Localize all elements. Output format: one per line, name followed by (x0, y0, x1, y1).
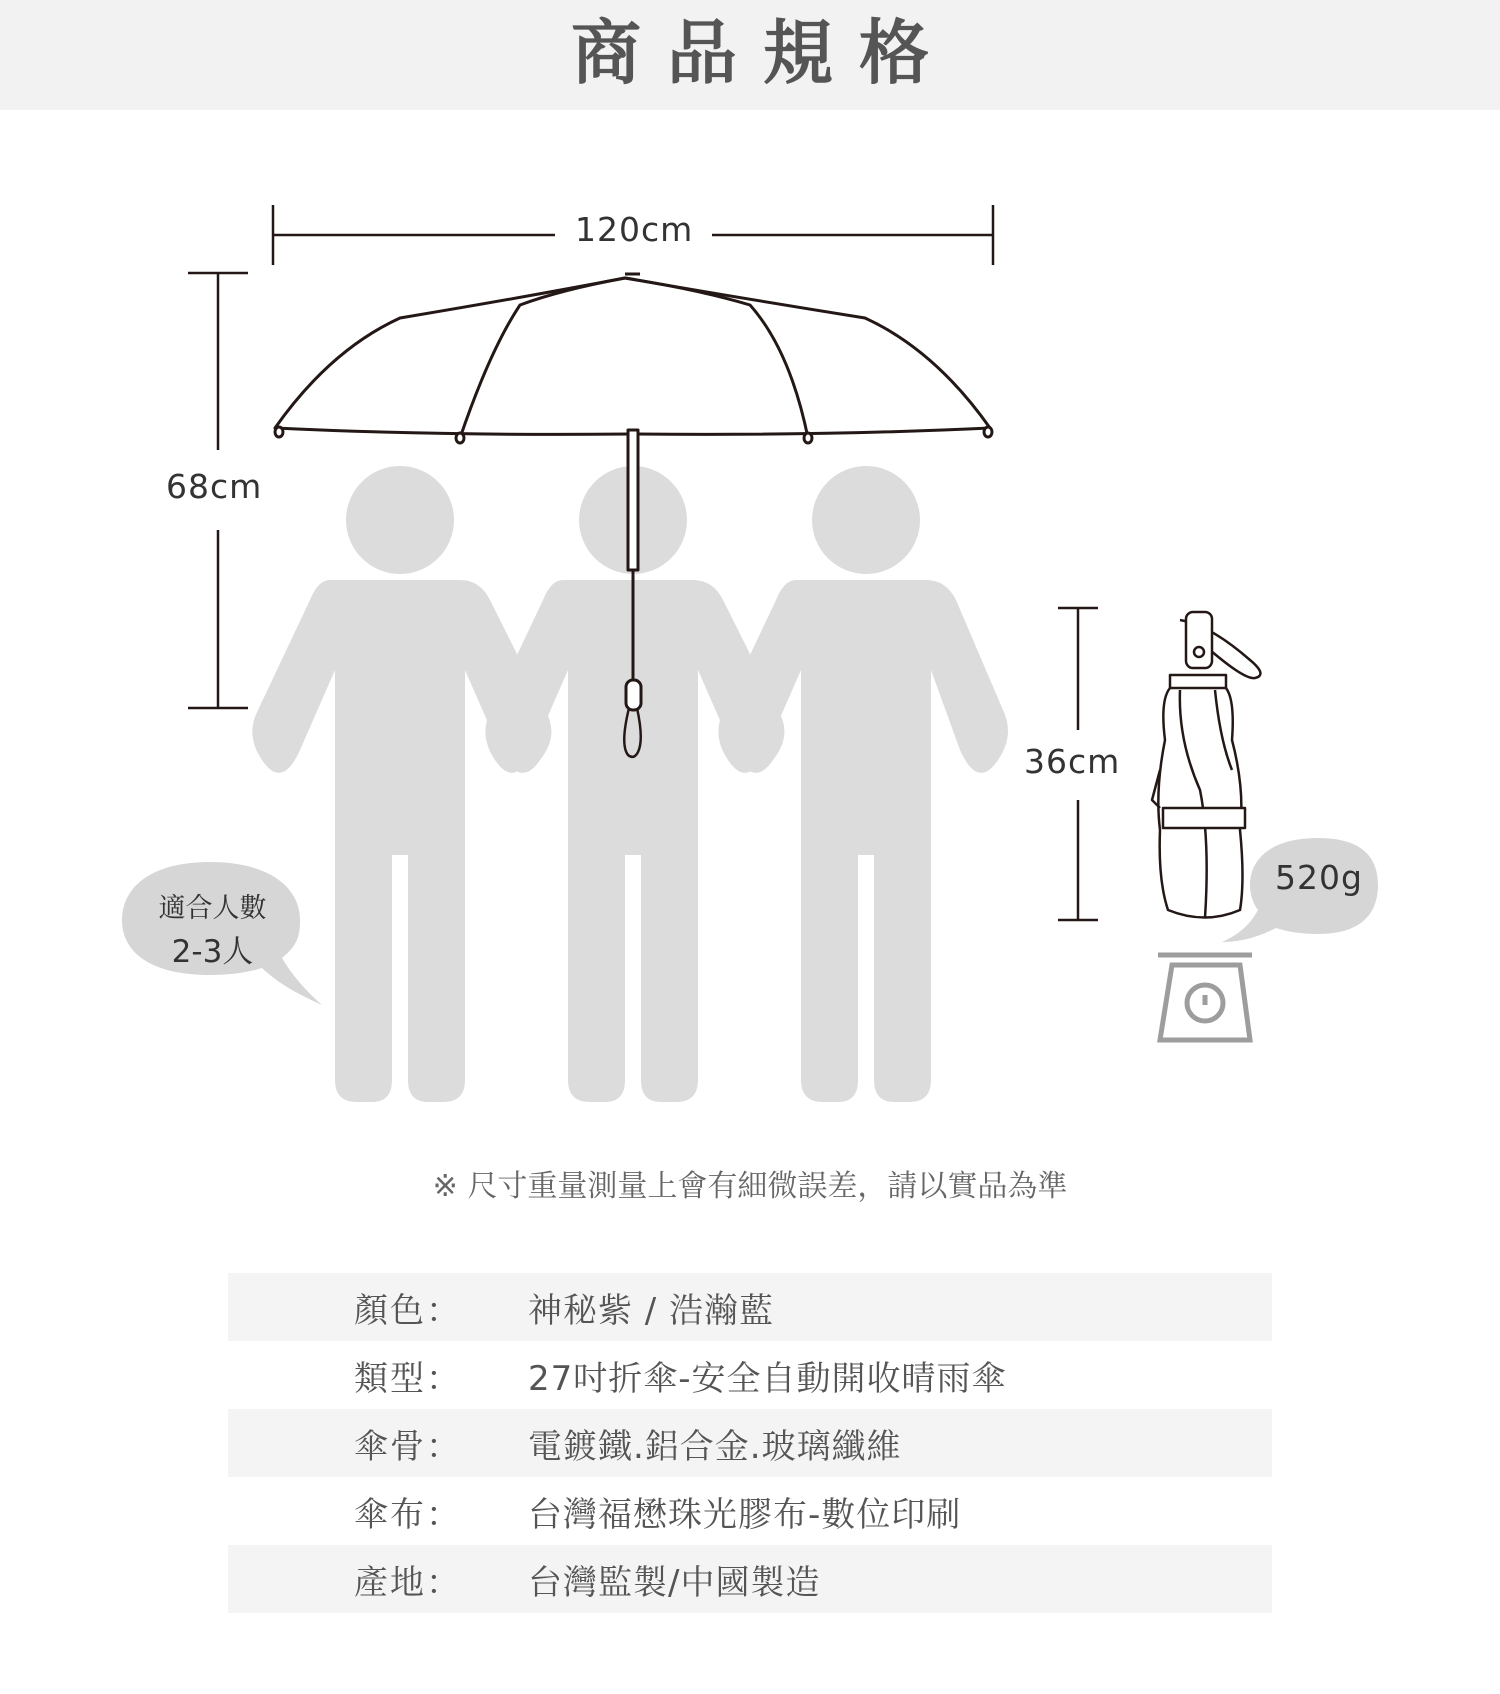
spec-row-ribs (228, 1409, 1272, 1477)
spec-label: 顏色： (354, 1290, 462, 1331)
spec-row-fabric (228, 1477, 1272, 1545)
page-title: 商品規格 (571, 12, 955, 94)
spec-value: 電鍍鐵.鋁合金.玻璃纖維 (528, 1426, 902, 1467)
spec-row-type (228, 1341, 1272, 1409)
width-label: 120cm (575, 210, 694, 249)
spec-value: 27吋折傘-安全自動開收晴雨傘 (528, 1358, 1007, 1399)
spec-label: 傘骨： (354, 1426, 462, 1467)
weight-label: 520g (1275, 858, 1363, 897)
spec-row-color (228, 1273, 1272, 1341)
spec-label: 傘布： (354, 1494, 462, 1535)
folded-umbrella-icon (1152, 612, 1260, 918)
folded-length-label: 36cm (1024, 742, 1121, 781)
spec-value: 神秘紫 / 浩瀚藍 (528, 1290, 775, 1331)
capacity-value: 2-3人 (171, 934, 254, 970)
spec-table (228, 1273, 1272, 1613)
spec-value: 台灣監製/中國製造 (528, 1562, 821, 1603)
spec-label: 類型： (354, 1358, 462, 1399)
spec-value: 台灣福懋珠光膠布-數位印刷 (528, 1494, 962, 1535)
header-bar (0, 0, 1500, 110)
spec-row-origin (228, 1545, 1272, 1613)
measurement-note: ※ 尺寸重量測量上會有細微誤差，請以實品為準 (432, 1169, 1068, 1204)
spec-label: 產地： (354, 1562, 462, 1603)
height-label: 68cm (166, 467, 263, 506)
scale-icon (1158, 955, 1252, 1040)
umbrella-diagram (0, 110, 1500, 1140)
capacity-label: 適合人數 (158, 893, 267, 924)
